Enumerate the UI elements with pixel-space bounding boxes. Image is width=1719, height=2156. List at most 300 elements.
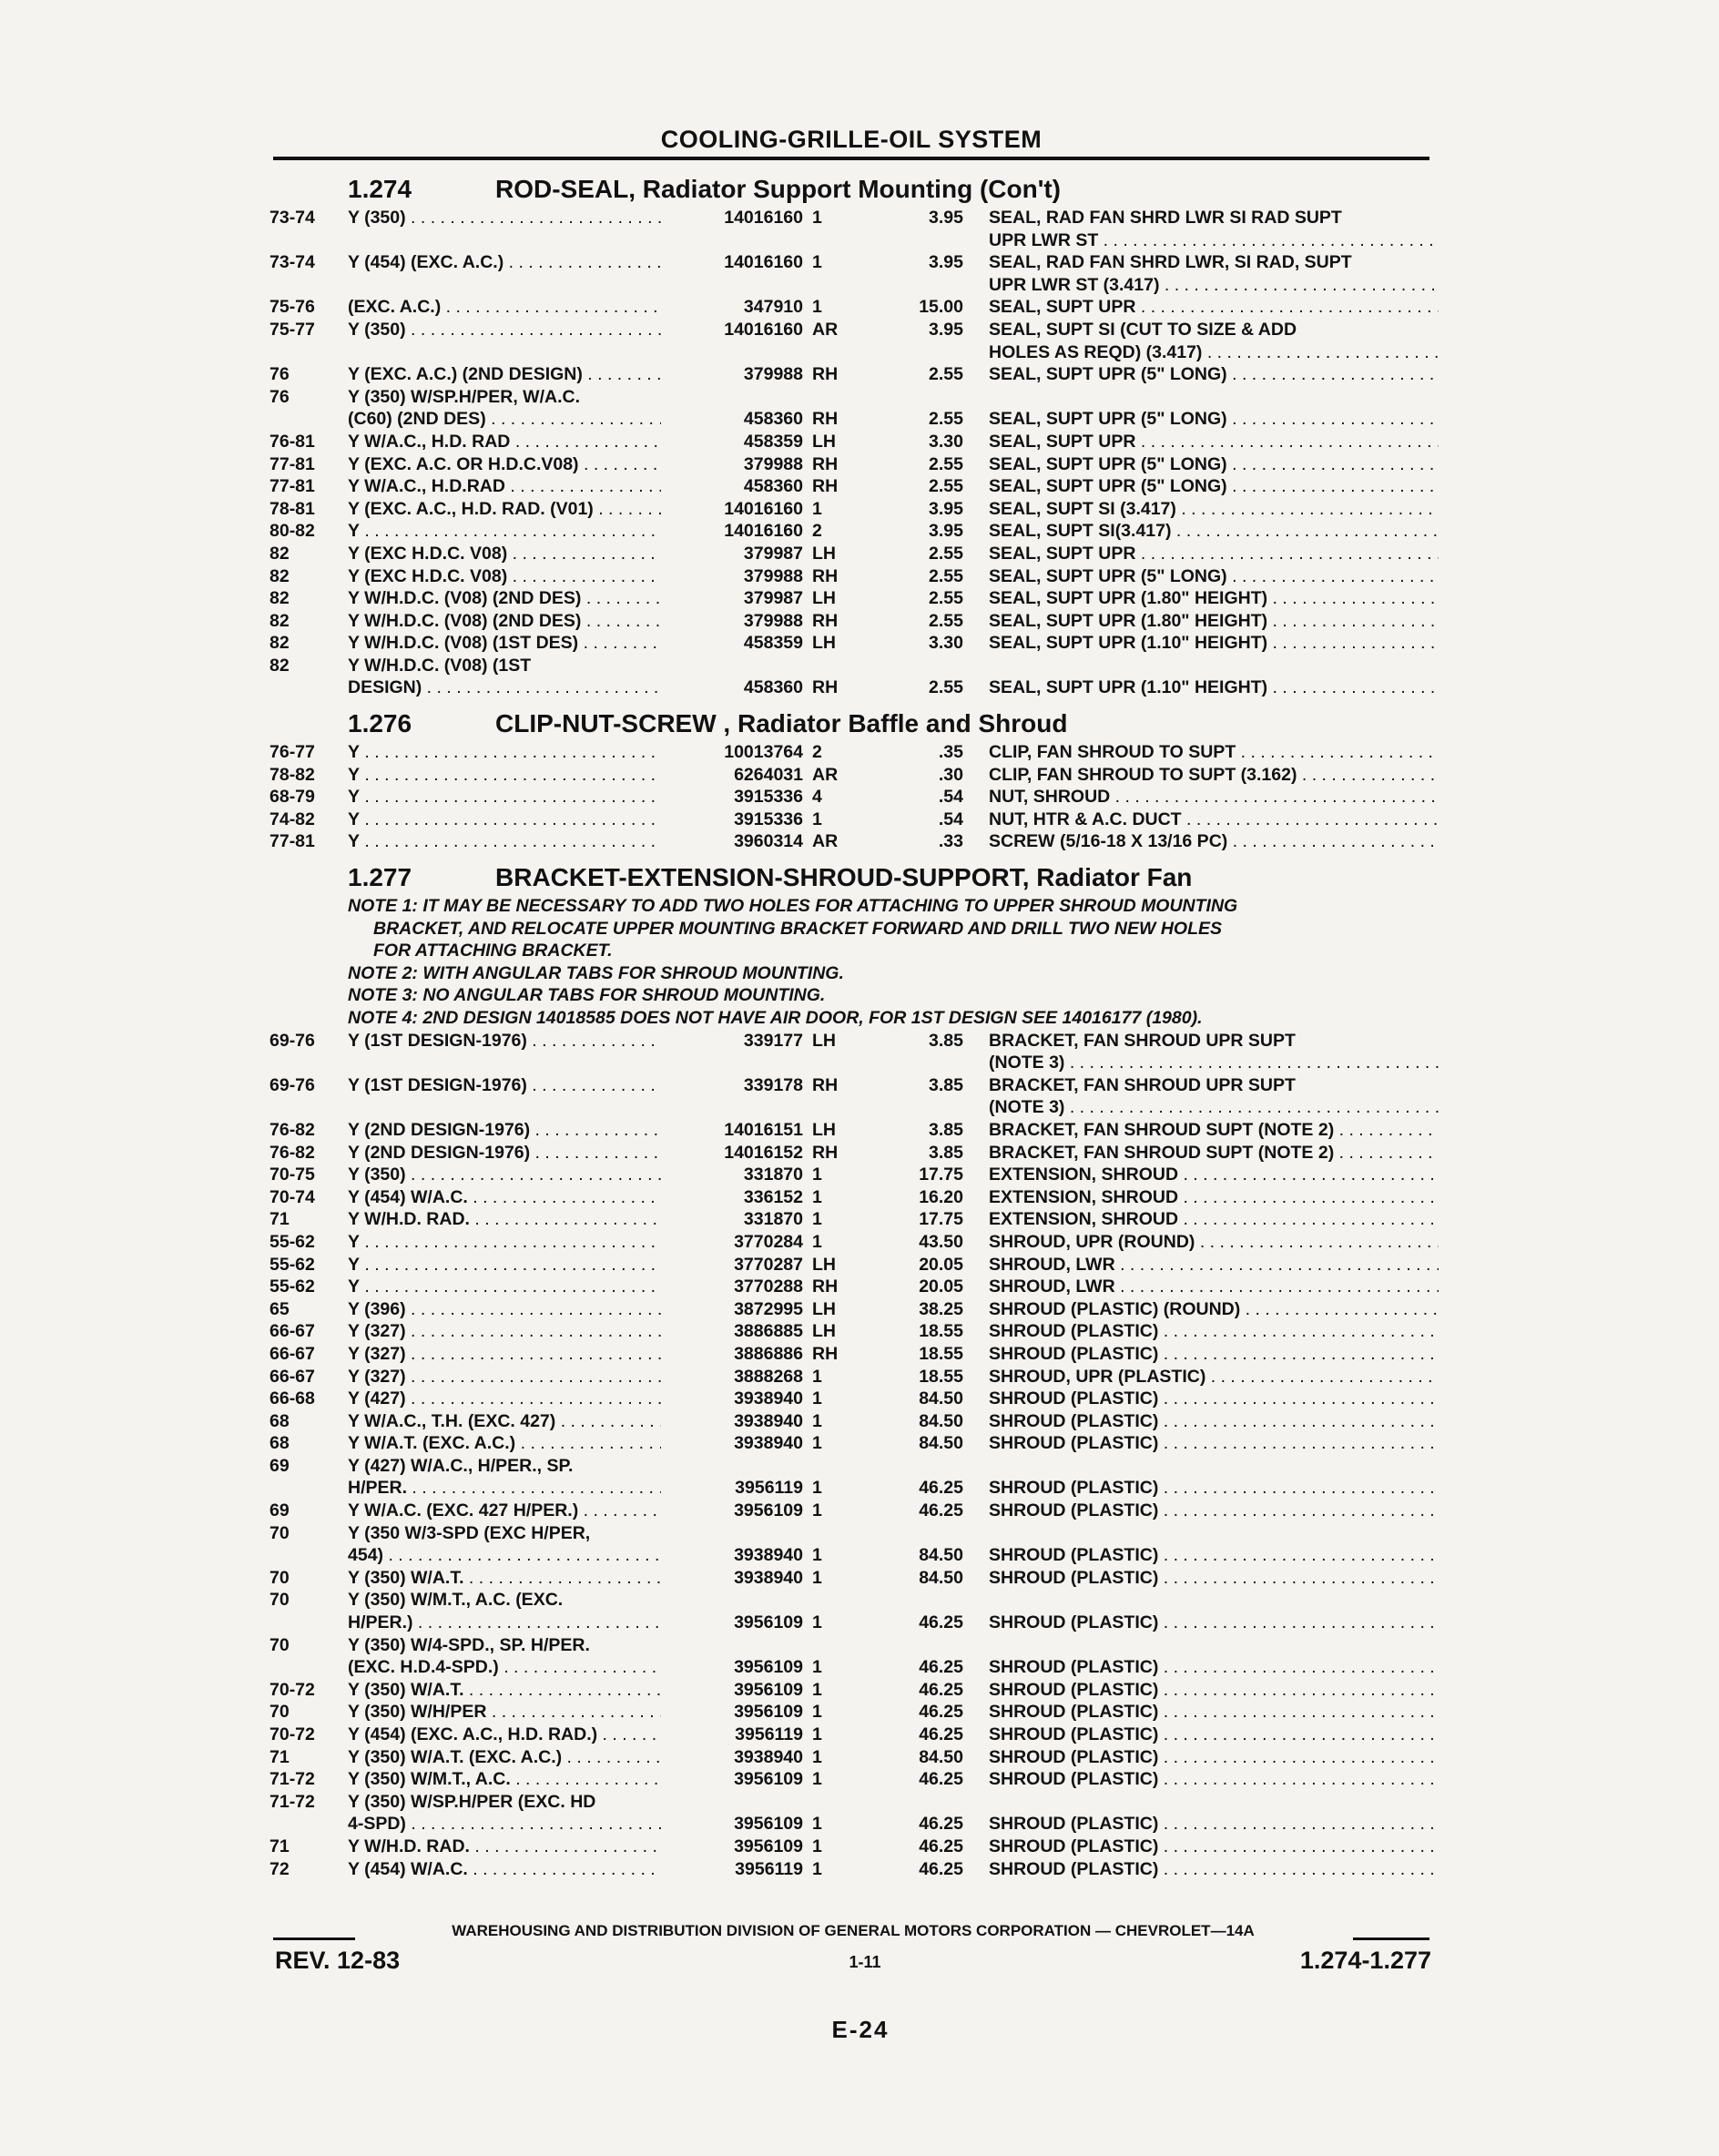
price: 46.25 [919,1679,963,1700]
model-years: 77-81 [270,476,315,497]
quantity: 1 [812,1410,822,1431]
description: SHROUD (PLASTIC) . . . [989,1724,1439,1745]
part-row [270,297,1453,320]
part-row [270,1523,1453,1546]
price: .33 [938,831,963,852]
part-number: 3915336 [661,809,803,830]
application: Y (327) . . . [348,1367,676,1388]
parts-listing [270,171,1453,1886]
note-text: NOTE 2: WITH ANGULAR TABS FOR SHROUD MOUNTING. [348,962,844,983]
price: 3.95 [929,521,963,542]
part-row [270,1053,1453,1075]
quantity: 1 [812,252,822,273]
price: 46.25 [919,1500,963,1521]
application: Y W/H.D.C. (V08) (1ST [348,655,532,676]
model-years: 55-62 [270,1276,315,1297]
quantity: 1 [812,1724,822,1744]
application: Y (EXC H.D.C. V08) . . . [348,566,676,587]
price: 46.25 [919,1858,963,1879]
part-row [270,1836,1453,1859]
note-text: NOTE 3: NO ANGULAR TABS FOR SHROUD MOUNTING. [348,985,826,1006]
quantity: RH [812,409,839,430]
model-years: 70 [270,1567,290,1588]
description: HOLES AS REQD) (3.417) . . . [989,342,1439,363]
application: Y (327) . . . [348,1344,676,1365]
section-note [270,985,1453,1008]
price: .54 [938,787,963,808]
model-years: 76-77 [270,742,315,763]
price: .54 [938,808,963,829]
price: 46.25 [919,1769,963,1790]
description: SEAL, SUPT SI (CUT TO SIZE & ADD [989,319,1297,340]
part-number: 3956109 [661,1680,803,1701]
part-row [270,1120,1453,1143]
model-years: 77-81 [270,831,315,852]
part-number: 14016160 [661,252,803,273]
quantity: RH [812,1276,839,1297]
application: Y (454) W/A.C. . . . [348,1859,676,1880]
quantity: 1 [812,1231,822,1252]
price: 17.75 [919,1209,963,1230]
description: SEAL, RAD FAN SHRD LWR SI RAD SUPT [989,208,1342,228]
application: Y W/A.C., T.H. (EXC. 427) . . . [348,1411,676,1432]
part-row [270,809,1453,832]
part-row [270,544,1453,566]
part-number: 10013764 [661,742,803,763]
part-row [270,742,1453,765]
application: Y W/A.C., H.D.RAD . . . [348,476,676,497]
part-row [270,1433,1453,1456]
part-row [270,765,1453,788]
application: Y . . . [348,787,676,808]
application: Y (454) (EXC. A.C.) . . . [348,252,676,273]
price: 46.25 [919,1836,963,1856]
description: SEAL, SUPT UPR (1.80" HEIGHT) . . . [989,588,1439,609]
application: Y . . . [348,521,676,542]
application: Y . . . [348,831,676,852]
description: (NOTE 3) . . . [989,1097,1439,1118]
description: BRACKET, FAN SHROUD UPR SUPT [989,1030,1296,1051]
application: Y (427) W/A.C., H/PER., SP. [348,1455,574,1476]
description: SHROUD (PLASTIC) . . . [989,1411,1439,1432]
model-years: 78-81 [270,498,315,519]
description: SHROUD (PLASTIC) . . . [989,1612,1439,1633]
part-number: 3770287 [661,1255,803,1276]
part-row [270,1612,1453,1635]
quantity: RH [812,453,839,474]
part-number: 3956109 [661,1814,803,1835]
model-years: 70 [270,1702,290,1723]
quantity: 1 [812,1500,822,1521]
part-row [270,1590,1453,1612]
part-row [270,432,1453,454]
application: Y (350 W/3-SPD (EXC H/PER, [348,1522,591,1543]
application: Y W/H.D.C. (V08) (2ND DES) . . . [348,611,676,632]
price: 3.85 [929,1119,963,1140]
price: 2.55 [929,610,963,631]
part-row [270,1500,1453,1523]
part-row [270,1164,1453,1187]
part-row [270,208,1453,230]
part-number: 458360 [661,476,803,497]
description: SHROUD, UPR (PLASTIC) . . . [989,1367,1439,1388]
model-years: 75-77 [270,319,315,340]
model-years: 70-72 [270,1724,315,1744]
section-title: CLIP-NUT-SCREW , Radiator Baffle and Shroud [495,709,1068,738]
part-row [270,387,1453,410]
description: SEAL, SUPT UPR (1.10" HEIGHT) . . . [989,677,1439,698]
application: Y (2ND DESIGN-1976) . . . [348,1143,676,1164]
model-years: 72 [270,1858,290,1879]
model-years: 76-81 [270,431,315,452]
section-note [270,941,1453,963]
part-row [270,1031,1453,1053]
application: Y (1ST DESIGN-1976) . . . [348,1031,676,1052]
description: SEAL, SUPT UPR (5" LONG) . . . [989,409,1439,430]
part-row [270,1635,1453,1658]
quantity: RH [812,1074,839,1095]
model-years: 75-76 [270,297,315,318]
description: UPR LWR ST (3.417) . . . [989,275,1439,296]
price: 46.25 [919,1814,963,1835]
model-years: 70-75 [270,1164,315,1185]
part-row [270,275,1453,298]
part-number: 379987 [661,544,803,564]
description: SEAL, SUPT UPR (1.10" HEIGHT) . . . [989,633,1439,654]
price: 17.75 [919,1164,963,1185]
part-row [270,1321,1453,1344]
quantity: LH [812,1321,836,1342]
price: 46.25 [919,1702,963,1723]
application: Y (350) . . . [348,208,676,229]
part-row [270,454,1453,477]
application: Y (350) . . . [348,320,676,341]
part-row [270,1724,1453,1747]
price: 2.55 [929,565,963,586]
part-row [270,521,1453,544]
description: SEAL, SUPT UPR . . . [989,432,1439,453]
part-row [270,1388,1453,1411]
quantity: 2 [812,742,822,763]
application: H/PER. . . . [348,1478,676,1499]
description: SHROUD (PLASTIC) . . . [989,1769,1439,1790]
part-row [270,1097,1453,1120]
header-rule [273,157,1429,160]
description: EXTENSION, SHROUD . . . [989,1209,1439,1230]
part-number: 3938940 [661,1411,803,1432]
application: Y (350) W/4-SPD., SP. H/PER. [348,1634,590,1655]
application: Y . . . [348,765,676,786]
part-row [270,1232,1453,1255]
model-years: 71 [270,1209,290,1230]
part-number: 3956109 [661,1612,803,1633]
model-years: 74-82 [270,808,315,829]
section-number: 1.277 [348,863,412,892]
description: SHROUD (PLASTIC) . . . [989,1433,1439,1454]
description: SHROUD (PLASTIC) . . . [989,1321,1439,1342]
quantity: LH [812,1298,836,1319]
application: Y (454) W/A.C. . . . [348,1187,676,1208]
application: Y (350) . . . [348,1164,676,1185]
part-number: 3960314 [661,831,803,852]
quantity: RH [812,1142,839,1163]
application: Y W/H.D.C. (V08) (1ST DES) . . . [348,633,676,654]
quantity: 1 [812,1186,822,1207]
model-years: 82 [270,633,290,654]
model-years: 71-72 [270,1769,315,1790]
price: 84.50 [919,1746,963,1767]
application: Y . . . [348,1255,676,1276]
footer-publisher-line: WAREHOUSING AND DISTRIBUTION DIVISION OF GENERAL MOTORS CORPORATION — CHEVROLET—14A [452,1922,1255,1939]
description: CLIP, FAN SHROUD TO SUPT . . . [989,742,1439,763]
description: SEAL, SUPT UPR . . . [989,297,1439,318]
price: 43.50 [919,1231,963,1252]
price: 3.30 [929,431,963,452]
price: 3.95 [929,252,963,273]
model-years: 77-81 [270,453,315,474]
part-number: 3938940 [661,1433,803,1454]
model-years: 70 [270,1522,290,1543]
page-code: E-24 [831,2016,890,2043]
part-number: 458359 [661,633,803,654]
quantity: LH [812,633,836,654]
model-years: 82 [270,610,290,631]
application: Y (EXC. A.C. OR H.D.C.V08) . . . [348,454,676,475]
quantity: 2 [812,521,822,542]
description: SHROUD, LWR . . . [989,1276,1439,1297]
application: Y . . . [348,1276,676,1297]
part-row [270,1792,1453,1815]
model-years: 78-82 [270,764,315,785]
part-number: 3938940 [661,1747,803,1768]
part-number: 14016160 [661,521,803,542]
model-years: 66-67 [270,1343,315,1364]
description: BRACKET, FAN SHROUD UPR SUPT [989,1074,1296,1095]
part-number: 3915336 [661,787,803,808]
application: Y . . . [348,809,676,830]
application: 4-SPD) . . . [348,1814,676,1835]
part-row [270,1747,1453,1770]
price: 3.85 [929,1030,963,1051]
application: Y W/A.C., H.D. RAD . . . [348,432,676,453]
footer-rule-left [273,1937,355,1940]
part-row [270,1657,1453,1680]
part-row [270,656,1453,678]
description: UPR LWR ST . . . [989,230,1439,251]
part-number: 14016151 [661,1120,803,1141]
application: (C60) (2ND DES) . . . [348,409,676,430]
note-text: NOTE 1: IT MAY BE NECESSARY TO ADD TWO HOLES FOR ATTACHING TO UPPER SHROUD MOUNTING [348,896,1238,917]
price: 20.05 [919,1254,963,1275]
page-number: 1-11 [849,1953,881,1971]
model-years: 69 [270,1455,290,1476]
quantity: LH [812,1119,836,1140]
quantity: RH [812,476,839,497]
part-number: 3886885 [661,1321,803,1342]
description: SHROUD (PLASTIC) . . . [989,1859,1439,1880]
section-title: ROD-SEAL, Radiator Support Mounting (Con't) [495,175,1062,203]
price: 84.50 [919,1545,963,1566]
description: SCREW (5/16-18 X 13/16 PC) . . . [989,831,1439,852]
part-number: 3956109 [661,1769,803,1790]
quantity: 1 [812,808,822,829]
application: Y (454) (EXC. A.C., H.D. RAD.) . . . [348,1724,676,1745]
section-note [270,1008,1453,1031]
application: 454) . . . [348,1545,676,1566]
part-row [270,1680,1453,1703]
model-years: 55-62 [270,1254,315,1275]
part-number: 3872995 [661,1299,803,1320]
quantity: 1 [812,1366,822,1387]
description: SEAL, RAD FAN SHRD LWR, SI RAD, SUPT [989,252,1352,273]
price: 46.25 [919,1724,963,1744]
part-row [270,409,1453,432]
part-row [270,1769,1453,1792]
part-number: 3956109 [661,1657,803,1678]
application: (EXC. H.D.4-SPD.) . . . [348,1657,676,1678]
part-number: 3956119 [661,1478,803,1499]
section-note [270,896,1453,919]
part-row [270,611,1453,634]
price: 3.30 [929,633,963,654]
model-years: 82 [270,655,290,676]
part-number: 3956109 [661,1836,803,1857]
quantity: 1 [812,1702,822,1723]
model-years: 70-72 [270,1679,315,1700]
part-number: 3956119 [661,1859,803,1880]
quantity: 1 [812,1657,822,1678]
price: 3.85 [929,1074,963,1095]
model-years: 66-68 [270,1388,315,1409]
model-years: 71 [270,1746,290,1767]
application: Y (2ND DESIGN-1976) . . . [348,1120,676,1141]
description: EXTENSION, SHROUD . . . [989,1164,1439,1185]
part-number: 3956119 [661,1724,803,1745]
part-row [270,831,1453,854]
model-years: 66-67 [270,1366,315,1387]
part-number: 3770288 [661,1276,803,1297]
part-row [270,1187,1453,1210]
application: Y (EXC. A.C., H.D. RAD. (V01) . . . [348,499,676,520]
part-row [270,1344,1453,1367]
model-years: 80-82 [270,521,315,542]
quantity: 1 [812,1388,822,1409]
price: 46.25 [919,1612,963,1633]
quantity: LH [812,431,836,452]
application: Y (350) W/SP.H/PER (EXC. HD [348,1791,596,1812]
description: SHROUD (PLASTIC) . . . [989,1836,1439,1857]
description: SEAL, SUPT SI (3.417) . . . [989,499,1439,520]
part-row [270,1814,1453,1836]
quantity: 1 [812,208,822,228]
application: Y (396) . . . [348,1299,676,1320]
section-note [270,919,1453,941]
part-row [270,1859,1453,1882]
section-header [270,859,1453,896]
description: SHROUD (PLASTIC) . . . [989,1747,1439,1768]
part-number: 379987 [661,588,803,609]
part-number: 14016160 [661,320,803,341]
description: SHROUD (PLASTIC) . . . [989,1568,1439,1589]
price: 18.55 [919,1343,963,1364]
application: Y . . . [348,1232,676,1253]
price: 2.55 [929,476,963,497]
application: Y (350) W/H/PER . . . [348,1702,676,1723]
description: SHROUD (PLASTIC) . . . [989,1344,1439,1365]
description: BRACKET, FAN SHROUD SUPT (NOTE 2) . . . [989,1143,1439,1164]
quantity: RH [812,364,839,385]
part-row [270,1367,1453,1389]
application: Y (350) W/M.T., A.C. . . . [348,1769,676,1790]
model-years: 82 [270,543,290,564]
part-number: 379988 [661,566,803,587]
application: Y (427) . . . [348,1388,676,1409]
description: SEAL, SUPT UPR (1.80" HEIGHT) . . . [989,611,1439,632]
price: 20.05 [919,1276,963,1297]
model-years: 82 [270,565,290,586]
part-row [270,787,1453,809]
model-years: 70-74 [270,1186,315,1207]
section-range: 1.274-1.277 [1299,1947,1431,1974]
quantity: 1 [812,1814,822,1835]
part-number: 379988 [661,611,803,632]
part-row [270,566,1453,589]
part-number: 6264031 [661,765,803,786]
application: Y (350) W/A.T. (EXC. A.C.) . . . [348,1747,676,1768]
description: CLIP, FAN SHROUD TO SUPT (3.162) . . . [989,765,1439,786]
part-row [270,499,1453,522]
part-number: 347910 [661,297,803,318]
description: SHROUD (PLASTIC) . . . [989,1545,1439,1566]
price: 18.55 [919,1321,963,1342]
part-row [270,1545,1453,1568]
quantity: LH [812,543,836,564]
model-years: 69-76 [270,1074,315,1095]
application: Y (350) W/SP.H/PER, W/A.C. [348,386,581,407]
price: .35 [938,742,963,763]
price: 2.55 [929,588,963,609]
description: SEAL, SUPT UPR (5" LONG) . . . [989,364,1439,385]
part-row [270,1255,1453,1277]
price: 3.95 [929,319,963,340]
price: 3.95 [929,208,963,228]
description: SEAL, SUPT UPR (5" LONG) . . . [989,566,1439,587]
model-years: 71-72 [270,1791,315,1812]
quantity: 1 [812,1209,822,1230]
part-row [270,476,1453,499]
quantity: 1 [812,1769,822,1790]
section-number: 1.276 [348,709,412,738]
part-row [270,230,1453,253]
application: Y W/A.C. (EXC. 427 H/PER.) . . . [348,1500,676,1521]
part-row [270,1276,1453,1299]
note-text: BRACKET, AND RELOCATE UPPER MOUNTING BRACKET FORWARD AND DRILL TWO NEW HOLES [373,918,1223,939]
price: 84.50 [919,1433,963,1454]
model-years: 70 [270,1634,290,1655]
part-number: 458360 [661,409,803,430]
application: Y (1ST DESIGN-1976) . . . [348,1075,676,1096]
part-number: 379988 [661,454,803,475]
description: EXTENSION, SHROUD . . . [989,1187,1439,1208]
part-row [270,677,1453,700]
part-number: 3956109 [661,1500,803,1521]
quantity: AR [812,764,839,785]
description: SHROUD (PLASTIC) . . . [989,1814,1439,1835]
description: SHROUD (PLASTIC) . . . [989,1680,1439,1701]
description: SHROUD (PLASTIC) . . . [989,1478,1439,1499]
quantity: 1 [812,1164,822,1185]
description: SHROUD, LWR . . . [989,1255,1439,1276]
